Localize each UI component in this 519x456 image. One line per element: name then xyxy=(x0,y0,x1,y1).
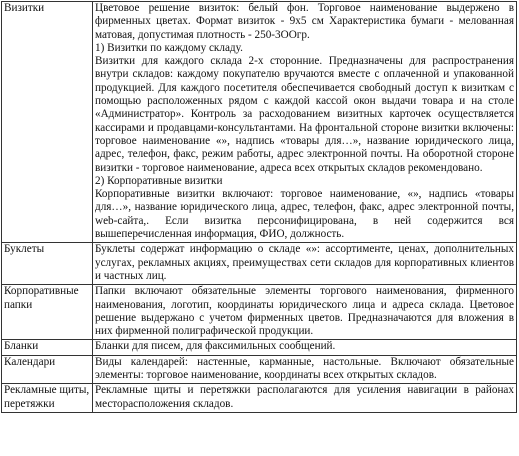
table-row-vizitki xyxy=(2,2,517,243)
term-label: Корпоративные папки xyxy=(4,285,79,311)
term-cell xyxy=(2,355,93,384)
term-label: Календари xyxy=(4,355,56,368)
description-paragraph: Папки включают обязательные элементы торгового наименования, фирменного наименования, логотип, координаты юридического лица и адреса склада. Цветовое решение выдержано с учетом фирменных цветов. Предназначаются для вложения в них фирменной полиграфической продукции. xyxy=(95,285,514,338)
description-cell xyxy=(93,285,517,340)
term-cell xyxy=(2,243,93,285)
description-cell xyxy=(93,340,517,355)
document-table xyxy=(1,1,517,413)
term-label: Визитки xyxy=(4,2,45,14)
term-label: Буклеты xyxy=(4,243,45,256)
description-cell xyxy=(93,2,517,243)
description-paragraph: Бланки для писем, для факсимильных сообщений. xyxy=(95,340,336,353)
term-label: Бланки xyxy=(4,340,39,353)
term-cell xyxy=(2,2,93,243)
table-row-blanki xyxy=(2,340,517,355)
term-label: Рекламные щиты, перетяжки xyxy=(4,384,90,410)
table-row-kalendari xyxy=(2,355,517,384)
term-cell xyxy=(2,285,93,340)
description-paragraph: 2) Корпоративные визитки xyxy=(95,174,223,187)
description-paragraph: Рекламные щиты и перетяжки располагаются для усиления навигации в районах месторасположения складов. xyxy=(95,384,514,410)
description-cell xyxy=(93,355,517,384)
description-cell xyxy=(93,243,517,285)
table-row-reklamnye-shchity xyxy=(2,384,517,413)
description-paragraph: Буклеты содержат информацию о складе «»: ассортименте, ценах, дополнительных услугах, рекламных акциях, преимуществах сети складов для корпоративных клиентов и частных лиц. xyxy=(95,243,514,282)
table-row-buklety xyxy=(2,243,517,285)
table-row-korporativnye-papki xyxy=(2,285,517,340)
description-paragraph: 1) Визитки по каждому складу. xyxy=(95,41,243,54)
term-cell xyxy=(2,340,93,355)
description-paragraph: Цветовое решение визиток: белый фон. Торговое наименование выдержено в фирменных цветах. Формат визиток - 9х5 см Характеристика бумаги - мелованная матовая, допустимая плотность - 250-3ООгр. xyxy=(95,2,514,41)
description-cell xyxy=(93,384,517,413)
description-paragraph: Виды календарей: настенные, карманные, настольные. Включают обязательные элементы: торговое наименование, координаты всех открытых складов. xyxy=(95,355,514,382)
term-cell xyxy=(2,384,93,413)
description-paragraph: Корпоративные визитки включают: торговое наименование, «», надпись «товары для…», название юридического лица, адрес, телефон, факс, адрес электронной почты, web-сайта,. Если визитка персонифицирована, в ней содержится вся вышеперечисленная информация, ФИО, должность. xyxy=(95,188,514,241)
description-paragraph: Визитки для каждого склада 2-х сторонние. Предназначены для распространения внутри складов: каждому покупателю вручаются вместе с оплаченной и упакованной продукцией. Для каждого посетителя обеспечивается свободный доступ к визиткам с помощью расположенных рядом с каждой кассой окон выдачи товара и на столе «Администратор». Контроль за расходованием визитных карточек осуществляется кассирами и продавцами-консультантами. На фронтальной стороне визитки включены: торговое наименование «», надпись «товары для…», название юридического лица, адрес, телефон, факс, режим работы, адрес электронной почты. На оборотной стороне визитки - торговое наименование, адреса всех открытых складов рекомендовано. xyxy=(95,55,514,174)
